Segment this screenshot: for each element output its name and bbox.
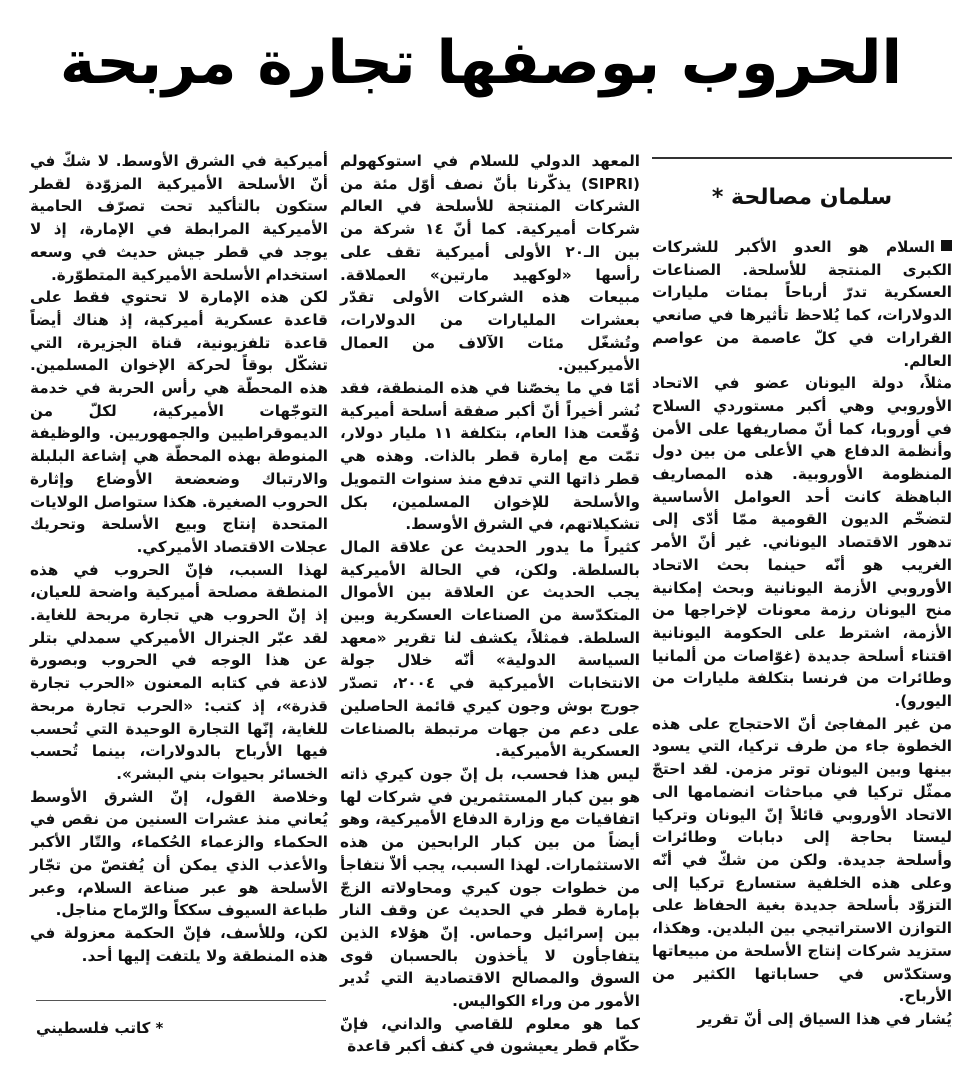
paragraph: مثلاً، دولة اليونان عضو في الاتحاد الأوروبي وهي أكبر مستوردي السلاح في أوروبا، كما أنّ مصاريفها على الأمن وأنظمة الدفاع هي الأعلى من بين دول المنظومة الأوروبية. هذه المصاريف الباهظة كانت أحد العوامل الأساسية لتضخّم الديون القومية ممّا أدّى إلى تدهور الاقتصاد اليوناني. غير أنّ الأمر الغريب هو أنّه حينما بحث الاتحاد الأوروبي الأزمة اليونانية وبحث إمكانية منح اليونان رزمة معونات لإخراجها من الأزمة، اشترط على الحكومة اليونانية اقتناء أسلحة جديدة (غوّاصات من ألمانيا وطائرات من فرنسا بتكلفة مليارات من اليورو). — [652, 374, 952, 711]
paragraph: المعهد الدولي للسلام في استوكهولم (SIPRI) يذكّرنا بأنّ نصف أوّل مئة من الشركات المنتجة للأسلحة في العالم شركات أميركية. كما أنّ ١٤ شركة من بين الـ٢٠ الأولى أميركية تقف على رأسها «لوكهيد مارتين» العملاقة. مبيعات هذه الشركات الأولى تقدّر بعشرات المليارات من الدولارات، وتُشغّل مئات الآلاف من العمال الأميركيين. — [340, 152, 641, 375]
article-column-right — [652, 236, 952, 1036]
paragraph-text: السلام هو العدو الأكبر للشركات الكبرى المنتجة للأسلحة. الصناعات العسكرية تدرّ أرباحاً بمئات مليارات الدولارات، كما يُلاحظ تأثيرها في صانعي القرارات في كلّ عاصمة من عواصم العالم. — [652, 238, 952, 370]
article-column-middle — [340, 150, 641, 1056]
author-footnote: * كاتب فلسطيني — [36, 1019, 164, 1037]
paragraph: ليس هذا فحسب، بل إنّ جون كيري ذاته هو بين كبار المستثمرين في شركات لها اتفاقيات مع وزارة الدفاع الأميركية، وهو أيضاً من بين كبار الرابحين من هذه الاستثمارات. لهذا السبب، يجب ألاّ نتفاجأ من خطوات جون كيري ومحاولاته الزجّ بإمارة قطر في الحديث عن وقف النار بين إسرائيل وحماس. إنّ هؤلاء الذين يتفاجأون لا يأخذون بالحسبان قوى السوق والمصالح الاقتصادية التي تُدير الأمور من وراء الكواليس. — [340, 764, 640, 1011]
paragraph — [652, 236, 952, 372]
article-headline: الحروب بوصفها تجارة مربحة — [59, 28, 903, 98]
paragraph: كما هو معلوم للقاصي والداني، فإنّ حكّام قطر يعيشون في كنف أكبر قاعدة — [340, 1014, 640, 1056]
paragraph: لكن، وللأسف، فإنّ الحكمة معزولة في هذه المنطقة ولا يلتفت إليها أحد. — [30, 923, 328, 965]
paragraph: لهذا السبب، فإنّ الحروب في هذه المنطقة مصلحة أميركية واضحة للعيان، إذ إنّ الحروب هي تجارة مربحة للغاية. لقد عبّر الجنرال الأميركي سمدلي بتلر عن هذا الوجه في الحروب وبصورة لاذعة في كتابه المعنون «الحرب تجارة قذرة»، إذ كتب: «الحرب تجارة مربحة للغاية، إنّها التجارة الوحيدة التي تُحسب فيها الأرباح بالدولارات، بينما تُحسب الخسائر بحيوات بني البشر». — [30, 560, 328, 783]
paragraph: أمّا في ما يخصّنا في هذه المنطقة، فقد نُشر أخيراً أنّ أكبر صفقة أسلحة أميركية وُقّعت هذا العام، بتكلفة ١١ مليار دولار، تمّت مع إمارة قطر بالذات. وهذه هي قطر ذاتها التي تدفع منذ سنوات التمويل والأسلحة للإخوان المسلمين، بكل تشكيلاتهم، في الشرق الأوسط. — [340, 379, 640, 534]
byline-top-rule — [652, 157, 952, 159]
paragraph: لكن هذه الإمارة لا تحتوي فقط على قاعدة عسكرية أميركية، إذ هناك أيضاً قاعدة تلفزيونية، قناة الجزيرة، التي تشكّل بوقاً لحركة الإخوان المسلمين. هذه المحطّة هي رأس الحربة في خدمة التوجّهات الأميركية، لكلّ من الديموقراطيين والجمهوريين. والوظيفة المنوطة بهذه المحطّة هي إشاعة البلبلة والارتباك وضعضعة الأوضاع وإثارة الحروب الصغيرة. هكذا ستواصل الولايات المتحدة إنتاج وبيع الأسلحة وتحريك عجلات الاقتصاد الأميركي. — [30, 288, 328, 556]
paragraph: كثيراً ما يدور الحديث عن علاقة المال بالسلطة. ولكن، في الحالة الأميركية يجب الحديث عن العلاقة بين الأموال المتكدّسة من الصناعات العسكرية وبين السلطة. فمثلاً، يكشف لنا تقرير «معهد السياسة الدولية» أنّه خلال جولة الانتخابات الأميركية في ٢٠٠٤، تصدّر جورج بوش وجون كيري قائمة الحاصلين على دعم من جهات مرتبطة بالصناعات العسكرية الأميركية. — [340, 537, 640, 761]
paragraph: من غير المفاجئ أنّ الاحتجاج على هذه الخطوة جاء من طرف تركيا، التي يسود بينها وبين اليونان توتر مزمن. لقد احتجّ ممثّل تركيا في مباحثات انضمامها الى الاتحاد الأوروبي قائلاً إنّ اليونان وتركيا ليستا بحاجة إلى دبابات وطائرات وأسلحة جديدة. ولكن من شكّ في أنّه وعلى هذه الخلفية ستسارع تركيا إلى التزوّد بأسلحة جديدة بغية الحفاظ على التوازن الاستراتيجي بين البلدين. وهكذا، ستزيد شركات إنتاج الأسلحة من مبيعاتها وستكدّس في حساباتها الكثير من الأرباح. — [652, 714, 952, 1006]
footnote-rule — [36, 1000, 326, 1001]
paragraph: وخلاصة القول، إنّ الشرق الأوسط يُعاني منذ عشرات السنين من نقص في الحكماء والزعماء الحُكماء، والتّار الأكبر والأعذب الذي يمكن أن يُفتصّ من تجّار الأسلحة هو عبر صناعة السلام، وعبر طباعة السيوف سككاً والرّماح مناجل. — [30, 787, 328, 920]
article-column-left — [30, 150, 328, 990]
paragraph: يُشار في هذا السياق إلى أنّ تقرير — [697, 1009, 952, 1028]
square-bullet-icon — [941, 240, 952, 251]
author-byline: سلمان مصالحة * — [711, 185, 893, 210]
paragraph: أميركية في الشرق الأوسط. لا شكّ في أنّ الأسلحة الأميركية المزوّدة لقطر ستكون بالتأكيد تحت تصرّف الحامية الأميركية المرابطة في الإمارة، إذ لا يوجد في قطر جيش حديث في وسعه استخدام الأسلحة الأميركية المتطوّرة. — [30, 152, 328, 284]
